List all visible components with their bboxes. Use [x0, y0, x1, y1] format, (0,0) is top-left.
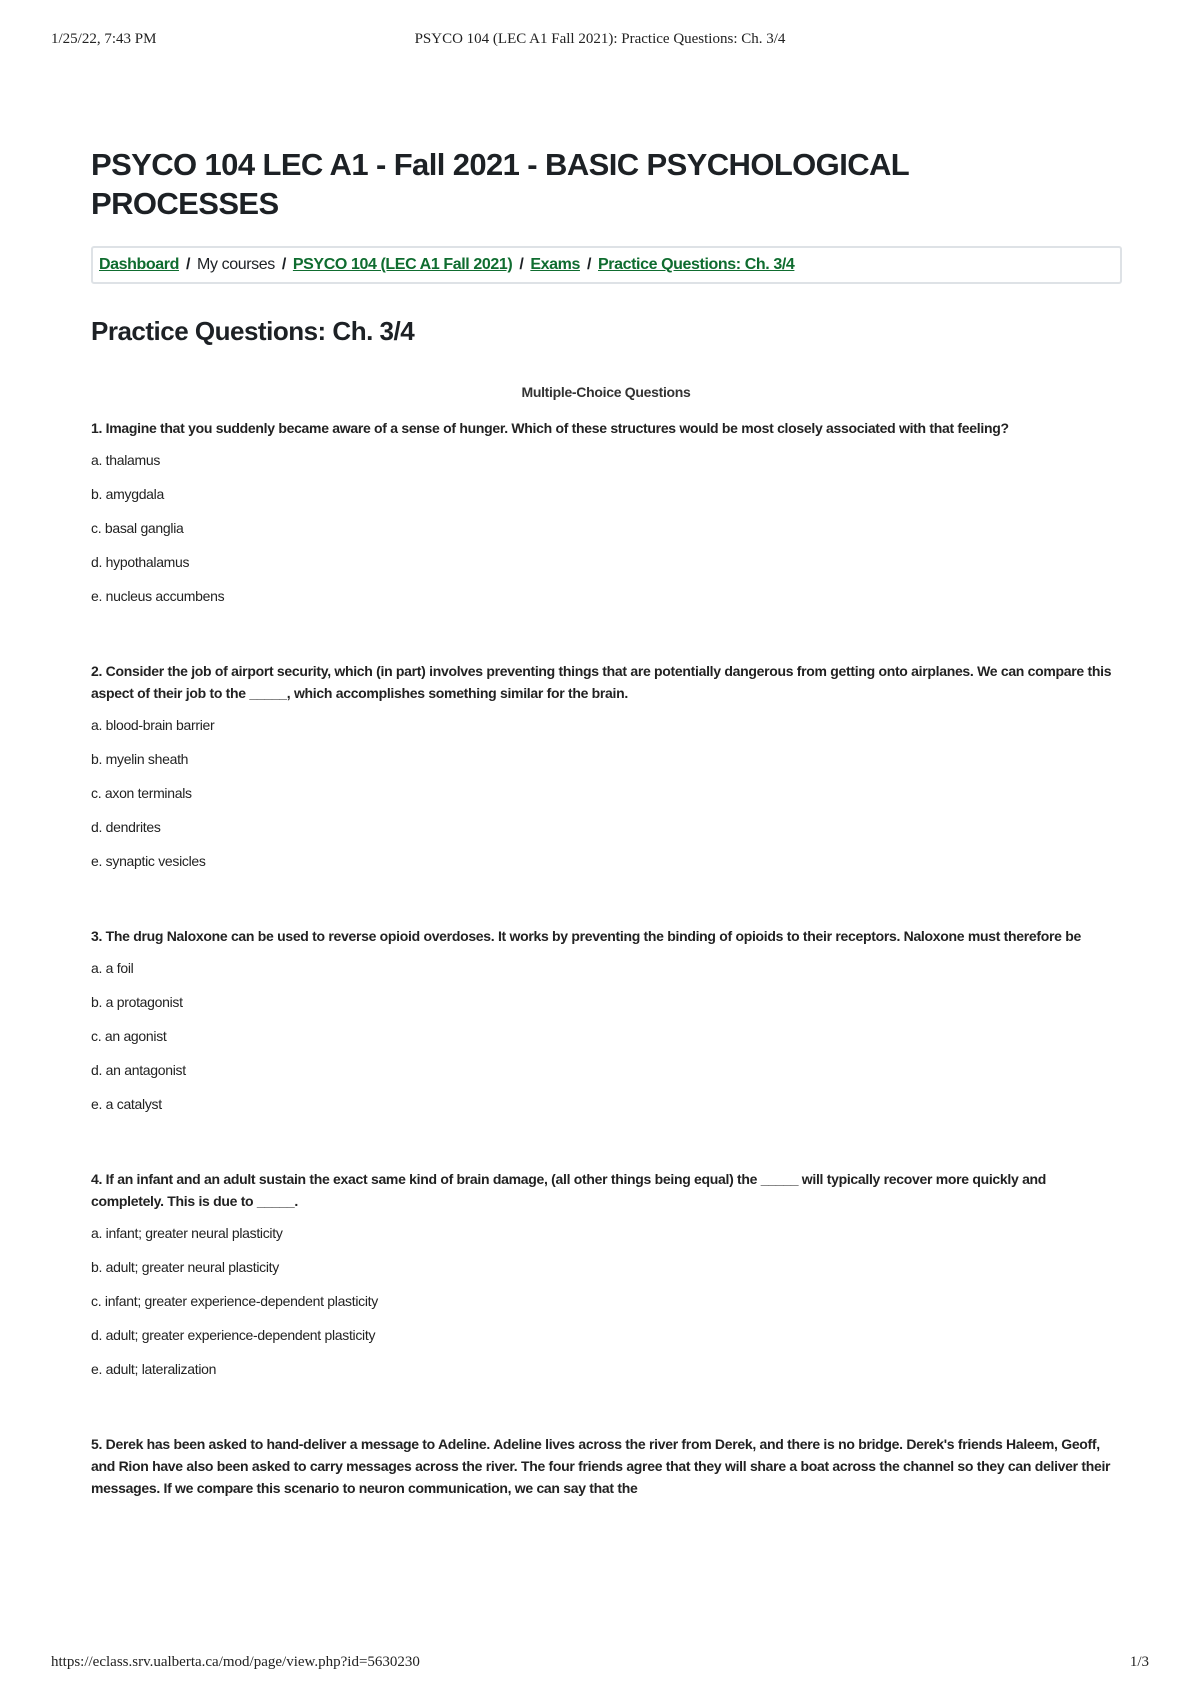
breadcrumb-separator: /: [586, 256, 592, 273]
question-3-option-a: a. a foil: [91, 960, 134, 976]
question-1-option-b: b. amygdala: [91, 486, 164, 502]
print-url: https://eclass.srv.ualberta.ca/mod/page/view.php?id=5630230: [51, 1654, 420, 1670]
breadcrumb: [91, 246, 1122, 284]
question-2-option-d: d. dendrites: [91, 819, 161, 835]
main-content: [91, 145, 1121, 1499]
question-4-option-d: d. adult; greater experience-dependent plasticity: [91, 1327, 376, 1343]
course-title-line2: PROCESSES: [91, 186, 279, 221]
question-5: 5. Derek has been asked to hand-deliver a message to Adeline. Adeline lives across the river from Derek, and there is no bridge. Derek's friends Haleem, Geoff, and Rion have also been asked to carry messages across the river. The four friends agree that they will share a boat across the channel so they can deliver their messages. If we compare this scenario to neuron communication, we can say that the: [91, 1436, 1111, 1496]
question-2-option-a: a. blood-brain barrier: [91, 717, 215, 733]
question-3-option-c: c. an agonist: [91, 1028, 167, 1044]
question-1-option-e: e. nucleus accumbens: [91, 588, 225, 604]
question-3-option-b: b. a protagonist: [91, 994, 183, 1010]
question-4-option-c: c. infant; greater experience-dependent plasticity: [91, 1293, 378, 1309]
question-2-option-b: b. myelin sheath: [91, 751, 189, 767]
print-timestamp: 1/25/22, 7:43 PM: [51, 31, 157, 47]
section-label: Multiple-Choice Questions: [521, 384, 691, 400]
question-2-option-c: c. axon terminals: [91, 785, 192, 801]
question-4-option-a: a. infant; greater neural plasticity: [91, 1225, 283, 1241]
print-document-title: PSYCO 104 (LEC A1 Fall 2021): Practice Questions: Ch. 3/4: [414, 31, 786, 47]
question-4: 4. If an infant and an adult sustain the exact same kind of brain damage, (all other things being equal) the _____ will typically recover more quickly and completely. This is due to _____.: [91, 1171, 1047, 1209]
breadcrumb-separator: /: [185, 256, 191, 273]
breadcrumb-my-courses: My courses: [197, 256, 275, 273]
breadcrumb-exams-link[interactable]: Exams: [530, 256, 580, 273]
question-2: 2. Consider the job of airport security, which (in part) involves preventing things that are potentially dangerous from getting onto airplanes. We can compare this aspect of their job to the _____, which accomplishes something similar for the brain.: [91, 663, 1112, 701]
course-title: [91, 145, 1121, 223]
breadcrumb-separator: /: [519, 256, 524, 273]
page-title: Practice Questions: Ch. 3/4: [91, 316, 415, 346]
question-1-option-a: a. thalamus: [91, 452, 161, 468]
breadcrumb-dashboard-link[interactable]: Dashboard: [99, 256, 179, 273]
question-1-option-d: d. hypothalamus: [91, 554, 190, 570]
question-4-option-e: e. adult; lateralization: [91, 1361, 217, 1377]
course-title-line1: PSYCO 104 LEC A1 - Fall 2021 - BASIC PSYCHOLOGICAL: [91, 147, 910, 182]
print-footer: [0, 1654, 1200, 1684]
question-3-option-e: e. a catalyst: [91, 1096, 162, 1112]
breadcrumb-course-link[interactable]: PSYCO 104 (LEC A1 Fall 2021): [292, 256, 513, 273]
question-4-option-b: b. adult; greater neural plasticity: [91, 1259, 279, 1275]
print-page-number: 1/3: [1129, 1654, 1149, 1670]
print-header: [0, 0, 1200, 50]
question-3-option-d: d. an antagonist: [91, 1062, 186, 1078]
question-1-option-c: c. basal ganglia: [91, 520, 184, 536]
breadcrumb-separator: /: [281, 256, 286, 273]
question-2-option-e: e. synaptic vesicles: [91, 853, 206, 869]
question-3: 3. The drug Naloxone can be used to reverse opioid overdoses. It works by preventing the binding of opioids to their receptors. Naloxone must therefore be: [91, 928, 1081, 944]
question-1: 1. Imagine that you suddenly became aware of a sense of hunger. Which of these structures would be most closely associated with that feeling?: [91, 420, 1009, 436]
breadcrumb-current-page-link[interactable]: Practice Questions: Ch. 3/4: [598, 256, 795, 273]
